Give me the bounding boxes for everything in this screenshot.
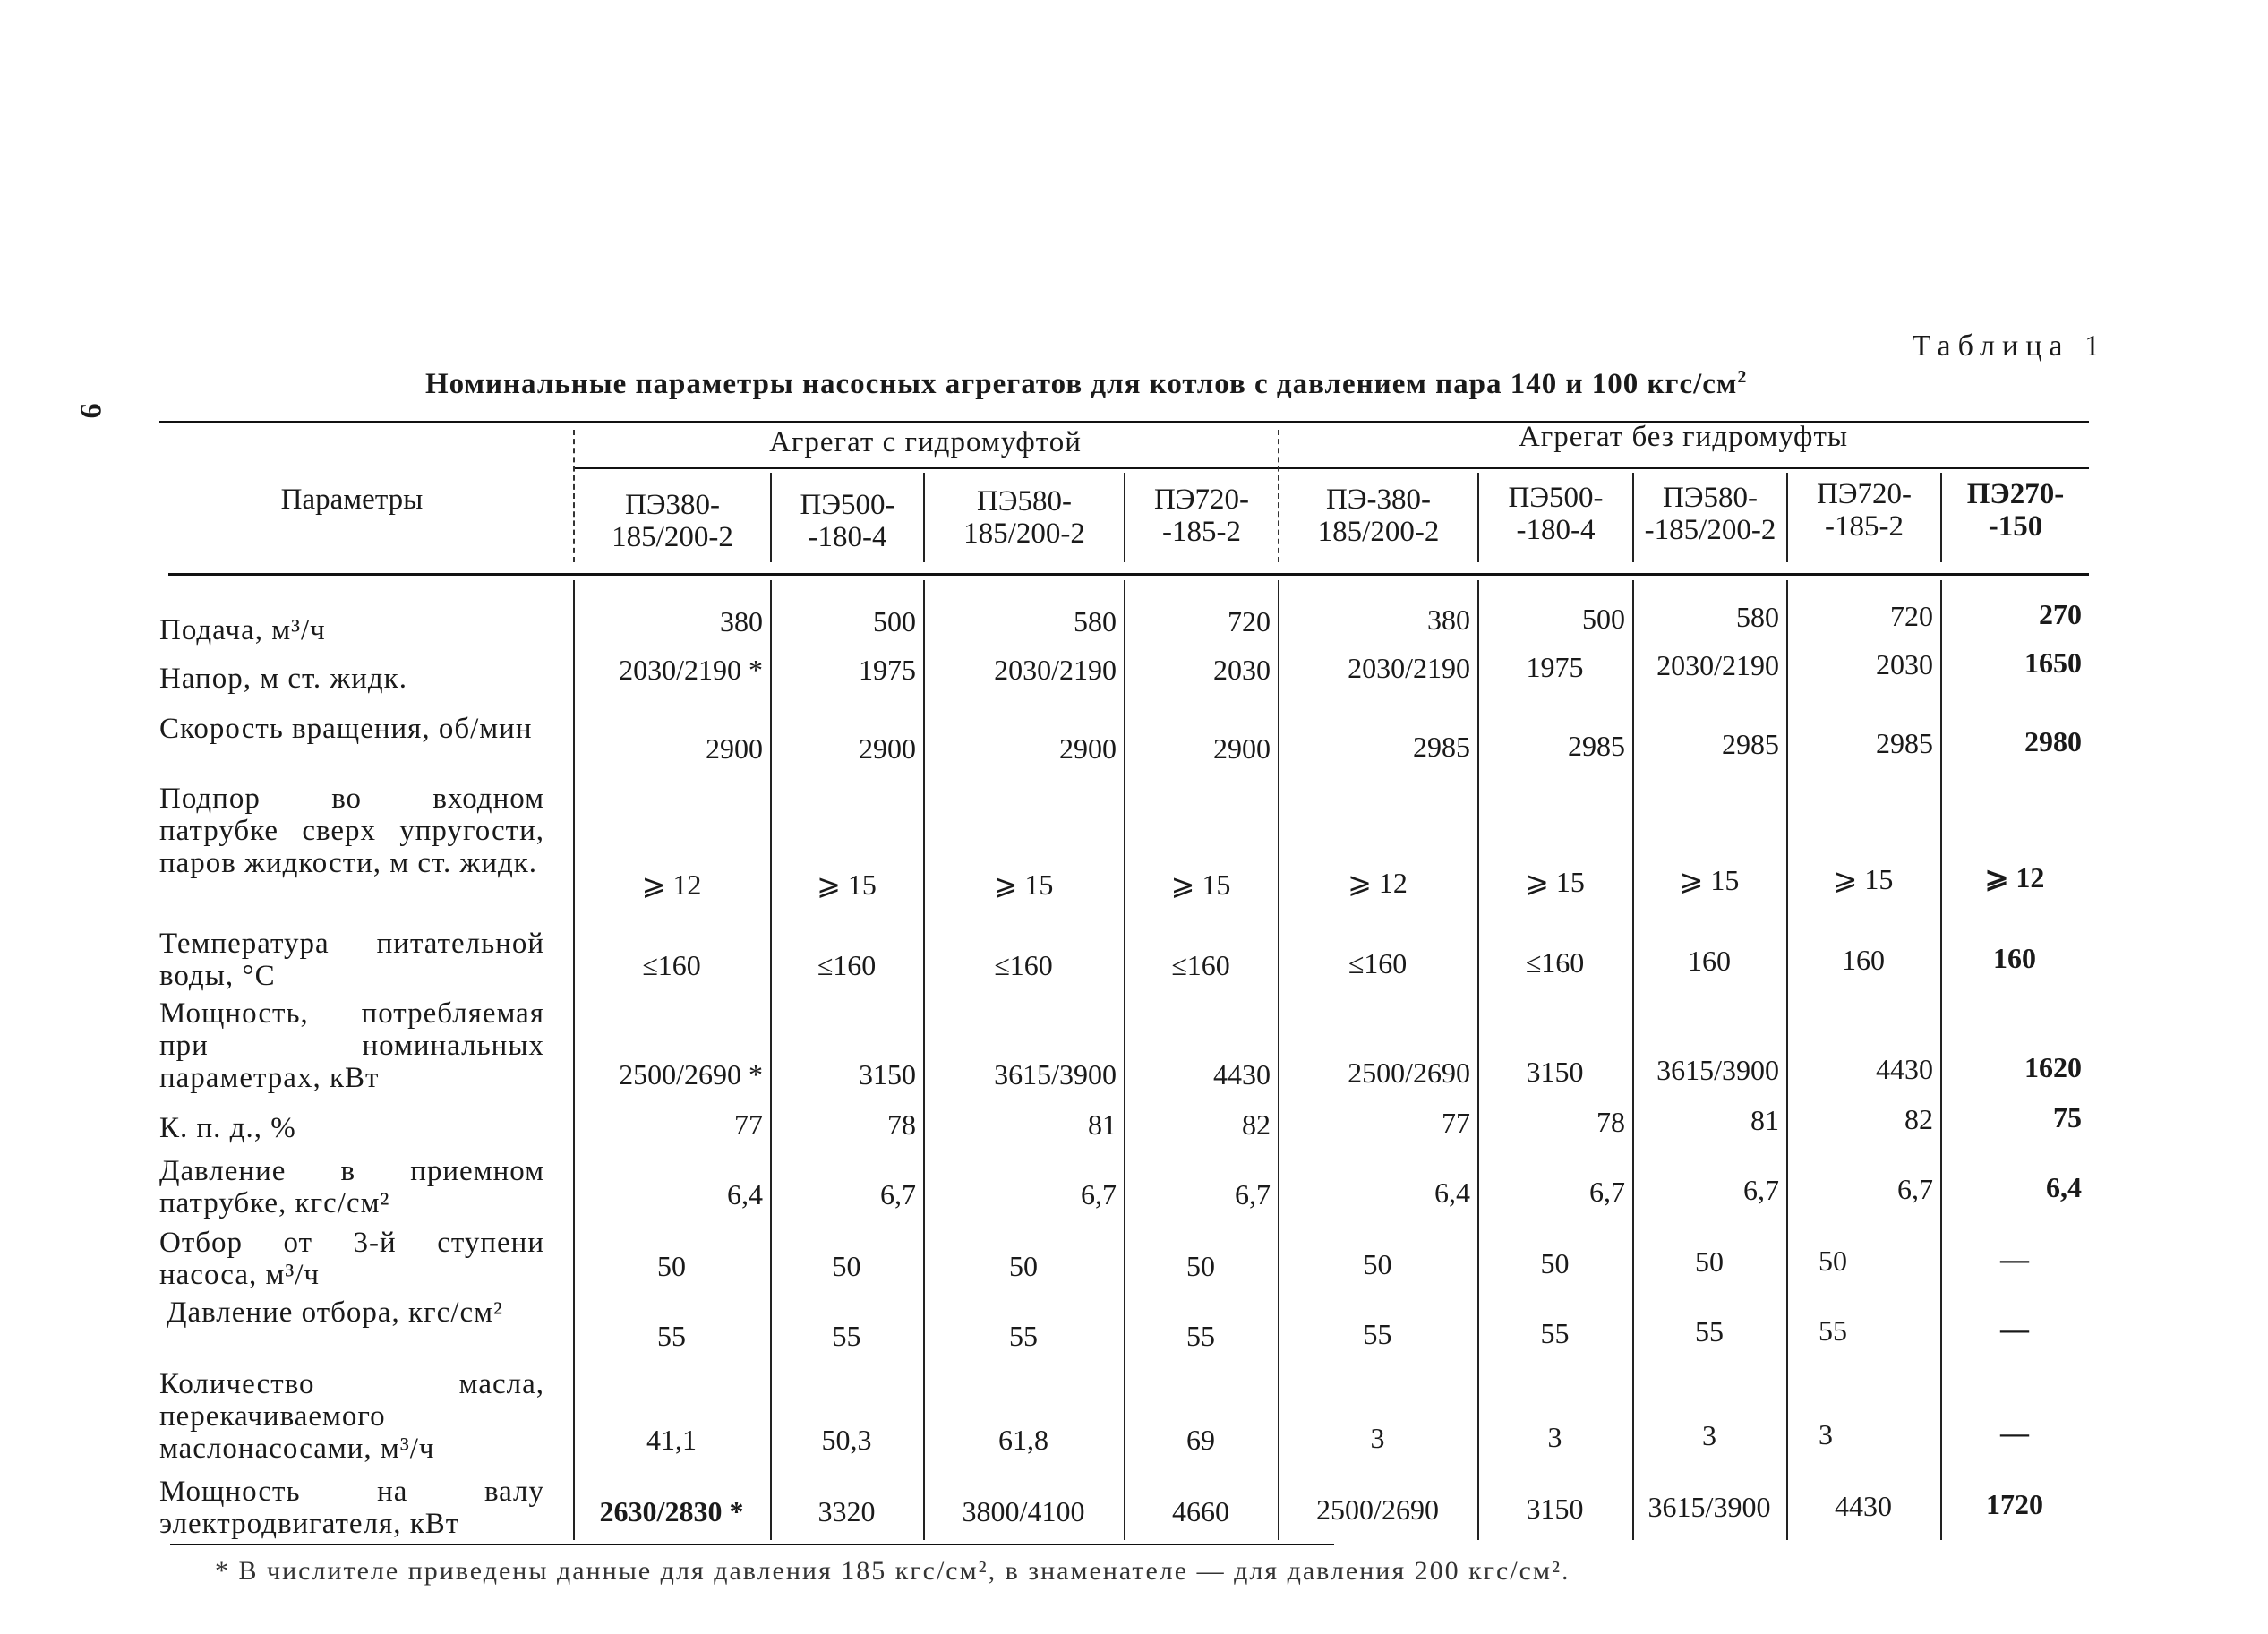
table-cell: ≤160 — [994, 949, 1053, 981]
table-cell: 2985 — [1876, 727, 1933, 759]
table-cell: 2985 — [1568, 730, 1625, 762]
unit-header: ПЭ720- -185-2 — [1816, 478, 1913, 543]
table-cell: 82 — [1904, 1103, 1933, 1135]
row-label: Давление отбора, кгс/см² — [167, 1296, 503, 1329]
table-cell: 82 — [1242, 1108, 1271, 1141]
params-header: Параметры — [280, 483, 424, 516]
row-label: Мощность, потребляемая при номинальных параметрах, кВт — [159, 997, 544, 1094]
table-cell: 3 — [1547, 1421, 1562, 1453]
table-cell: — — [2000, 1313, 2029, 1345]
table-cell: 2030 — [1876, 648, 1933, 680]
body-col-rule — [573, 580, 575, 1540]
table-cell: 50 — [1540, 1247, 1570, 1279]
table-cell: ⩾ 15 — [1833, 863, 1894, 895]
table-cell: 160 — [1842, 944, 1885, 976]
table-cell: 2900 — [859, 732, 916, 765]
row-label: Давление в приемном патрубке, кгс/см² — [159, 1155, 544, 1219]
header-bottom-rule — [168, 573, 2089, 576]
row-label: Температура питательной воды, °С — [159, 928, 544, 992]
table-cell: 2985 — [1722, 728, 1779, 760]
table-cell: 50 — [1363, 1248, 1392, 1280]
table-cell: 1620 — [2024, 1051, 2082, 1083]
table-cell: 4430 — [1876, 1053, 1933, 1085]
table-cell: 1650 — [2024, 646, 2082, 679]
table-cell: 3 — [1370, 1422, 1385, 1454]
table-cell: 55 — [832, 1320, 861, 1352]
table-cell: ≤160 — [1525, 946, 1585, 979]
table-cell: 2500/2690 — [1348, 1057, 1470, 1089]
unit-header: ПЭ270- -150 — [1966, 478, 2065, 543]
table-cell: 720 — [1890, 600, 1933, 632]
row-label: Мощность на валу электродвигателя, кВт — [159, 1476, 544, 1540]
footnote: * В числителе приведены данные для давления 185 кгс/см², в знаменателе — для давления 200 кгс/см². — [215, 1556, 1570, 1586]
table-cell: 50 — [1009, 1250, 1038, 1282]
table-cell: 2900 — [1059, 732, 1117, 765]
row-label: Напор, м ст. жидк. — [159, 663, 407, 695]
table-cell: 270 — [2039, 598, 2082, 630]
table-cell: 380 — [1427, 603, 1470, 636]
unit-header: ПЭ720- -185-2 — [1153, 483, 1250, 548]
table-cell: 77 — [734, 1108, 763, 1141]
table-title-text: Номинальные параметры насосных агрегатов для котлов с давлением пара 140 и 100 кгс/см — [425, 368, 1738, 400]
table-cell: 50 — [1819, 1245, 1847, 1277]
table-cell: 50,3 — [821, 1424, 872, 1456]
table-cell: 4430 — [1835, 1490, 1892, 1522]
table-cell: 3150 — [1526, 1056, 1584, 1088]
row-label: Скорость вращения, об/мин — [159, 713, 533, 745]
body-col-rule — [1124, 580, 1125, 1540]
table-cell: 6,7 — [1743, 1174, 1779, 1206]
table-cell: 6,7 — [1235, 1178, 1271, 1211]
table-cell: ⩾ 15 — [993, 868, 1054, 901]
table-label: Таблица 1 — [1912, 329, 2107, 363]
page-number: 9 — [73, 403, 107, 419]
table-cell: 2980 — [2024, 725, 2082, 757]
table-cell: 77 — [1442, 1107, 1470, 1139]
body-col-rule — [1477, 580, 1479, 1540]
table-cell: 2030/2190 * — [619, 654, 763, 686]
table-cell: 50 — [1186, 1250, 1215, 1282]
unit-header: ПЭ-380- 185/200-2 — [1317, 483, 1440, 548]
table-cell: 55 — [1363, 1318, 1392, 1350]
table-cell: 41,1 — [646, 1424, 697, 1456]
table-cell: 6,4 — [727, 1178, 763, 1211]
table-cell: ≤160 — [1171, 949, 1230, 981]
table-cell: 55 — [1540, 1317, 1570, 1349]
body-col-rule — [1278, 580, 1279, 1540]
table-cell: 500 — [1582, 603, 1625, 635]
table-cell: 2500/2690 — [1316, 1493, 1439, 1526]
row-label: Подача, м³/ч — [159, 614, 326, 646]
table-cell: 2900 — [1213, 732, 1271, 765]
table-cell: 2500/2690 * — [619, 1058, 763, 1091]
table-cell: ⩾ 12 — [1984, 861, 2045, 894]
table-cell: 78 — [1596, 1106, 1625, 1138]
row-label: Количество масла, перекачиваемого маслонасосами, м³/ч — [159, 1368, 544, 1465]
table-cell: 2900 — [706, 732, 763, 765]
table-cell: — — [2000, 1243, 2029, 1275]
table-cell: 2030/2190 — [1656, 649, 1779, 681]
row-label: Отбор от 3-й ступени насоса, м³/ч — [159, 1227, 544, 1291]
unit-header: ПЭ500- -180-4 — [1508, 482, 1604, 546]
table-cell: 69 — [1186, 1424, 1215, 1456]
table-cell: 3800/4100 — [962, 1495, 1085, 1527]
table-cell: 4430 — [1213, 1058, 1271, 1091]
table-cell: 3615/3900 — [1656, 1054, 1779, 1086]
body-col-rule — [923, 580, 925, 1540]
table-cell: 2030 — [1213, 654, 1271, 686]
table-cell: 55 — [1819, 1314, 1847, 1347]
row-label: К. п. д., % — [159, 1112, 296, 1144]
unit-header: ПЭ580- -185/200-2 — [1644, 482, 1776, 546]
table-cell: 55 — [657, 1320, 686, 1352]
table-cell: 6,7 — [880, 1178, 916, 1211]
table-cell: 81 — [1088, 1108, 1117, 1141]
unit-header: ПЭ500- -180-4 — [800, 489, 895, 553]
table-cell: 50 — [1695, 1245, 1724, 1278]
table-cell: 500 — [873, 605, 916, 637]
table-cell: 75 — [2053, 1101, 2082, 1134]
table-cell: ⩾ 12 — [641, 868, 702, 901]
table-cell: 2630/2830 * — [599, 1495, 744, 1527]
table-cell: 380 — [720, 605, 763, 637]
table-cell: 3 — [1702, 1419, 1716, 1451]
table-cell: 580 — [1736, 601, 1779, 633]
group-divider-rule — [573, 467, 2089, 469]
table-cell: 1975 — [859, 654, 916, 686]
table-cell: ⩾ 15 — [1679, 864, 1740, 896]
table-cell: ⩾ 12 — [1348, 867, 1408, 899]
body-col-rule — [1786, 580, 1788, 1540]
table-cell: ⩾ 15 — [1525, 866, 1585, 898]
body-col-rule — [1632, 580, 1634, 1540]
group-without-coupling: Агрегат без гидромуфты — [1518, 421, 1849, 453]
table-cell: ⩾ 15 — [1170, 868, 1231, 901]
bottom-rule — [170, 1544, 1334, 1545]
table-cell: 3150 — [1526, 1493, 1584, 1525]
table-cell: ≤160 — [642, 949, 701, 981]
table-cell: 160 — [1993, 942, 2036, 974]
body-col-rule — [770, 580, 772, 1540]
unit-header: ПЭ380- 185/200-2 — [612, 489, 733, 553]
table-cell: 61,8 — [998, 1424, 1048, 1456]
table-cell: 6,4 — [2046, 1171, 2082, 1203]
table-cell: 4660 — [1172, 1495, 1229, 1527]
table-cell: 3615/3900 — [1648, 1491, 1771, 1523]
table-title — [425, 367, 1747, 401]
body-col-rule — [1940, 580, 1942, 1540]
group-with-coupling: Агрегат с гидромуфтой — [769, 426, 1082, 458]
table-cell: 81 — [1750, 1104, 1779, 1136]
table-cell: 78 — [887, 1108, 916, 1141]
table-cell: 1975 — [1526, 651, 1584, 683]
table-cell: 6,4 — [1434, 1176, 1470, 1209]
table-cell: 6,7 — [1897, 1173, 1933, 1205]
table-cell: 55 — [1186, 1320, 1215, 1352]
table-cell: 160 — [1688, 945, 1731, 977]
table-cell: 6,7 — [1589, 1176, 1625, 1208]
table-cell: 3150 — [859, 1058, 916, 1091]
table-cell: 55 — [1695, 1315, 1724, 1347]
table-cell: 2030/2190 — [1348, 652, 1470, 684]
table-cell: 3615/3900 — [994, 1058, 1117, 1091]
table-cell: ⩾ 15 — [817, 868, 877, 901]
table-cell: 3320 — [817, 1495, 876, 1527]
table-cell: ≤160 — [1348, 947, 1408, 980]
table-cell: 580 — [1074, 605, 1117, 637]
row-label: Подпор во входном патрубке сверх упругости, паров жидкости, м ст. жидк. — [159, 783, 544, 879]
table-cell: 50 — [657, 1250, 686, 1282]
table-cell: 2030/2190 — [994, 654, 1117, 686]
table-cell: 50 — [832, 1250, 861, 1282]
table-cell: 55 — [1009, 1320, 1038, 1352]
table-cell: 2985 — [1413, 731, 1470, 763]
table-title-sup: 2 — [1737, 367, 1748, 387]
table-cell: 3 — [1819, 1418, 1833, 1450]
table-cell: 720 — [1228, 605, 1271, 637]
table-cell: 6,7 — [1081, 1178, 1117, 1211]
table-cell: 1720 — [1986, 1488, 2043, 1520]
table-cell: ≤160 — [817, 949, 877, 981]
table-cell: — — [2000, 1416, 2029, 1449]
unit-header: ПЭ580- 185/200-2 — [963, 485, 1085, 550]
